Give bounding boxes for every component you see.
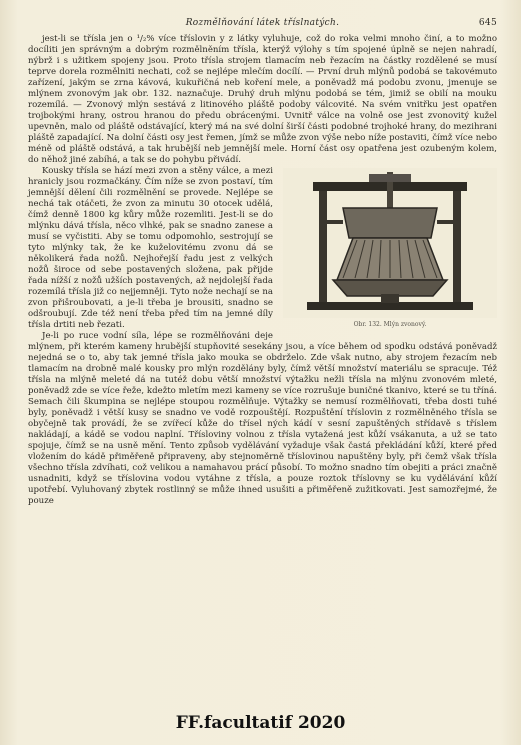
bell-mill-illustration	[283, 168, 497, 318]
running-title: Rozmělňování látek tříslnatých.	[185, 18, 340, 28]
figure-caption: Obr. 132. Mlýn zvonový.	[353, 321, 427, 328]
running-head	[28, 18, 497, 32]
paragraph-1: jest-li se třísla jen o ¹/₂% více tříslovin y z látky vyluhuje, což do roka velmi mnoho činí, a to možno docíliti jen správným a dobrým rozmělněním třísla, kterýž výlohy s tím spojené úplně se nejen nahradí, nýbrž i s užitkem spojeny jsou. Proto třísla strojem tlamacím neb řezacím na částky rozdělené se musí teprve dorela rozmělniti nechati, což se nejlépe mlečím docílí. — První druh mlýnů podobá se takovémuto zařízení, jakým se zrna kávová, kukuřičná neb koření mele, a poněvadž má podobu zvonu, jmenuje se mlýnem zvonovým jak obr. 132. naznačuje. Druhý druh mlýnu podobá se tém, jimiž se obilí na mouku rozemílá. — Zvonový mlýn sestává z litinového pláště podoby válcovité. Na svém vnitřku jest opatřen trojbokými hrany, ostrou hranou do předu obrácenými. Uvnitř válce na volně ose jest zvonovitý kužel upevněn, malo od pláště odstávající, který má na své dolní širší části podobné trojhoké hrany, do mezihrani pláště zapadající. Na dolní části osy jest řemen, jímž se může zvon výše nebo níže postaviti, čímž více nebo méně od pláště odstává, a tak hrubější neb jemnější mele. Horní část osy opatřena jest ozubeným kolem, do něhož jiné zabíhá, a tak se do pohybu přivádí.	[28, 34, 497, 165]
paragraph-2: Kousky třísla se hází mezi zvon a stěny válce, a mezi hranicly jsou rozmačkány. Čím níže se zvon postaví, tím jemnější dělení čili rozmělnění se provede. Nejlépe se nechá tak otáčeti, že zvon za minutu 30 otocek udělá, čímž denně 1800 kg kůry může rozemliti. Jest-li se do mlýnku dává třísla, něco vlhké, pak se snadno zanese a musí se vyčistiti. Aby se tomu odpomohlo, sestrojují se tyto mlýnky tak, že ke kuželovitému zvonu dá se několikerá řada nožů. Nejhořejší řadu jest z velkých nožů široce od sebe postavených složena, pak přijde řada nížší z nožů užších postavených, až nejdolejší řada rozemílá třísla již co nejjemněji. Tyto nože nechají se na zvon přišroubovati, a je-li třeba je brousiti, snadno se odšroubují. Zde též není třeba před tím na jemné díly třísla drtiti neb řezati.	[28, 166, 273, 330]
watermark: FF.facultatif 2020	[175, 713, 346, 733]
body-text	[28, 34, 497, 507]
figure-bell-mill	[283, 168, 497, 332]
page-number: 645	[478, 18, 497, 28]
paragraph-3: Je-li po ruce vodní síla, lépe se rozmělňováni deje mlýnem, při kterém kameny hrubější stupňovité sesekány jsou, a více během od spodku odstává poněvadž nejedná se o to, aby tak jemné třísla jako mouka se obdrželo. Zde však nutno, aby strojem řezacím neb tlamacím na drobně malé kousky pro mlýn rozdělány byly, čímž větší množství materiálu se spracuje. Též třísla na mlýně meleté dá na tutéž dobu větší množství výtažku nežli třísla na mlýnu zvonovém mleté, poněvadž zde se více řeže, kdežto mletím mezi kameny se více rozrušuje buničné tkanivo, které se tu tříná. Semach čili škumpina se nejlépe stoupou rozmělňuje. Výtažky se nemusí rozmělňovati, třeba dosti tuhé byly, poněvadž i větší kusy se snadno ve vodě rozpouštějí. Rozpuštění tříslovin z rozmělněného třísla se obyčejně tak provádí, že se zvířecí kůže do třísel ných kádí v sesní zapuštěných střídavě s tříslem nakládají, a kádě se vodou naplní. Třísloviny volnou z třísla vytažená jest kůží vsákanuta, a už se tato spojuje, čímž se na usně mění. Tento způsob vydělávání vyžaduje však častá překládání kůží, které před vložením do kádě přiměřeně připraveny, aby stejnoměrně tříslovinou napuštěny byly, při čemž však třísla všechno třísla zdvíhati, což velikou a namahavou prácí působí. To možno snadno tím obejiti a práci značně usnadniti, když se tříslovina vodou vytáhne z třísla, a pouze roztok tříslovny se ku vydělávání kůží upotřebí. Vyluhovaný zbytek rostlinný se může ihned usušiti a přiměřeně zužitkovati. Jest samozřejmé, že pouze	[28, 331, 497, 506]
